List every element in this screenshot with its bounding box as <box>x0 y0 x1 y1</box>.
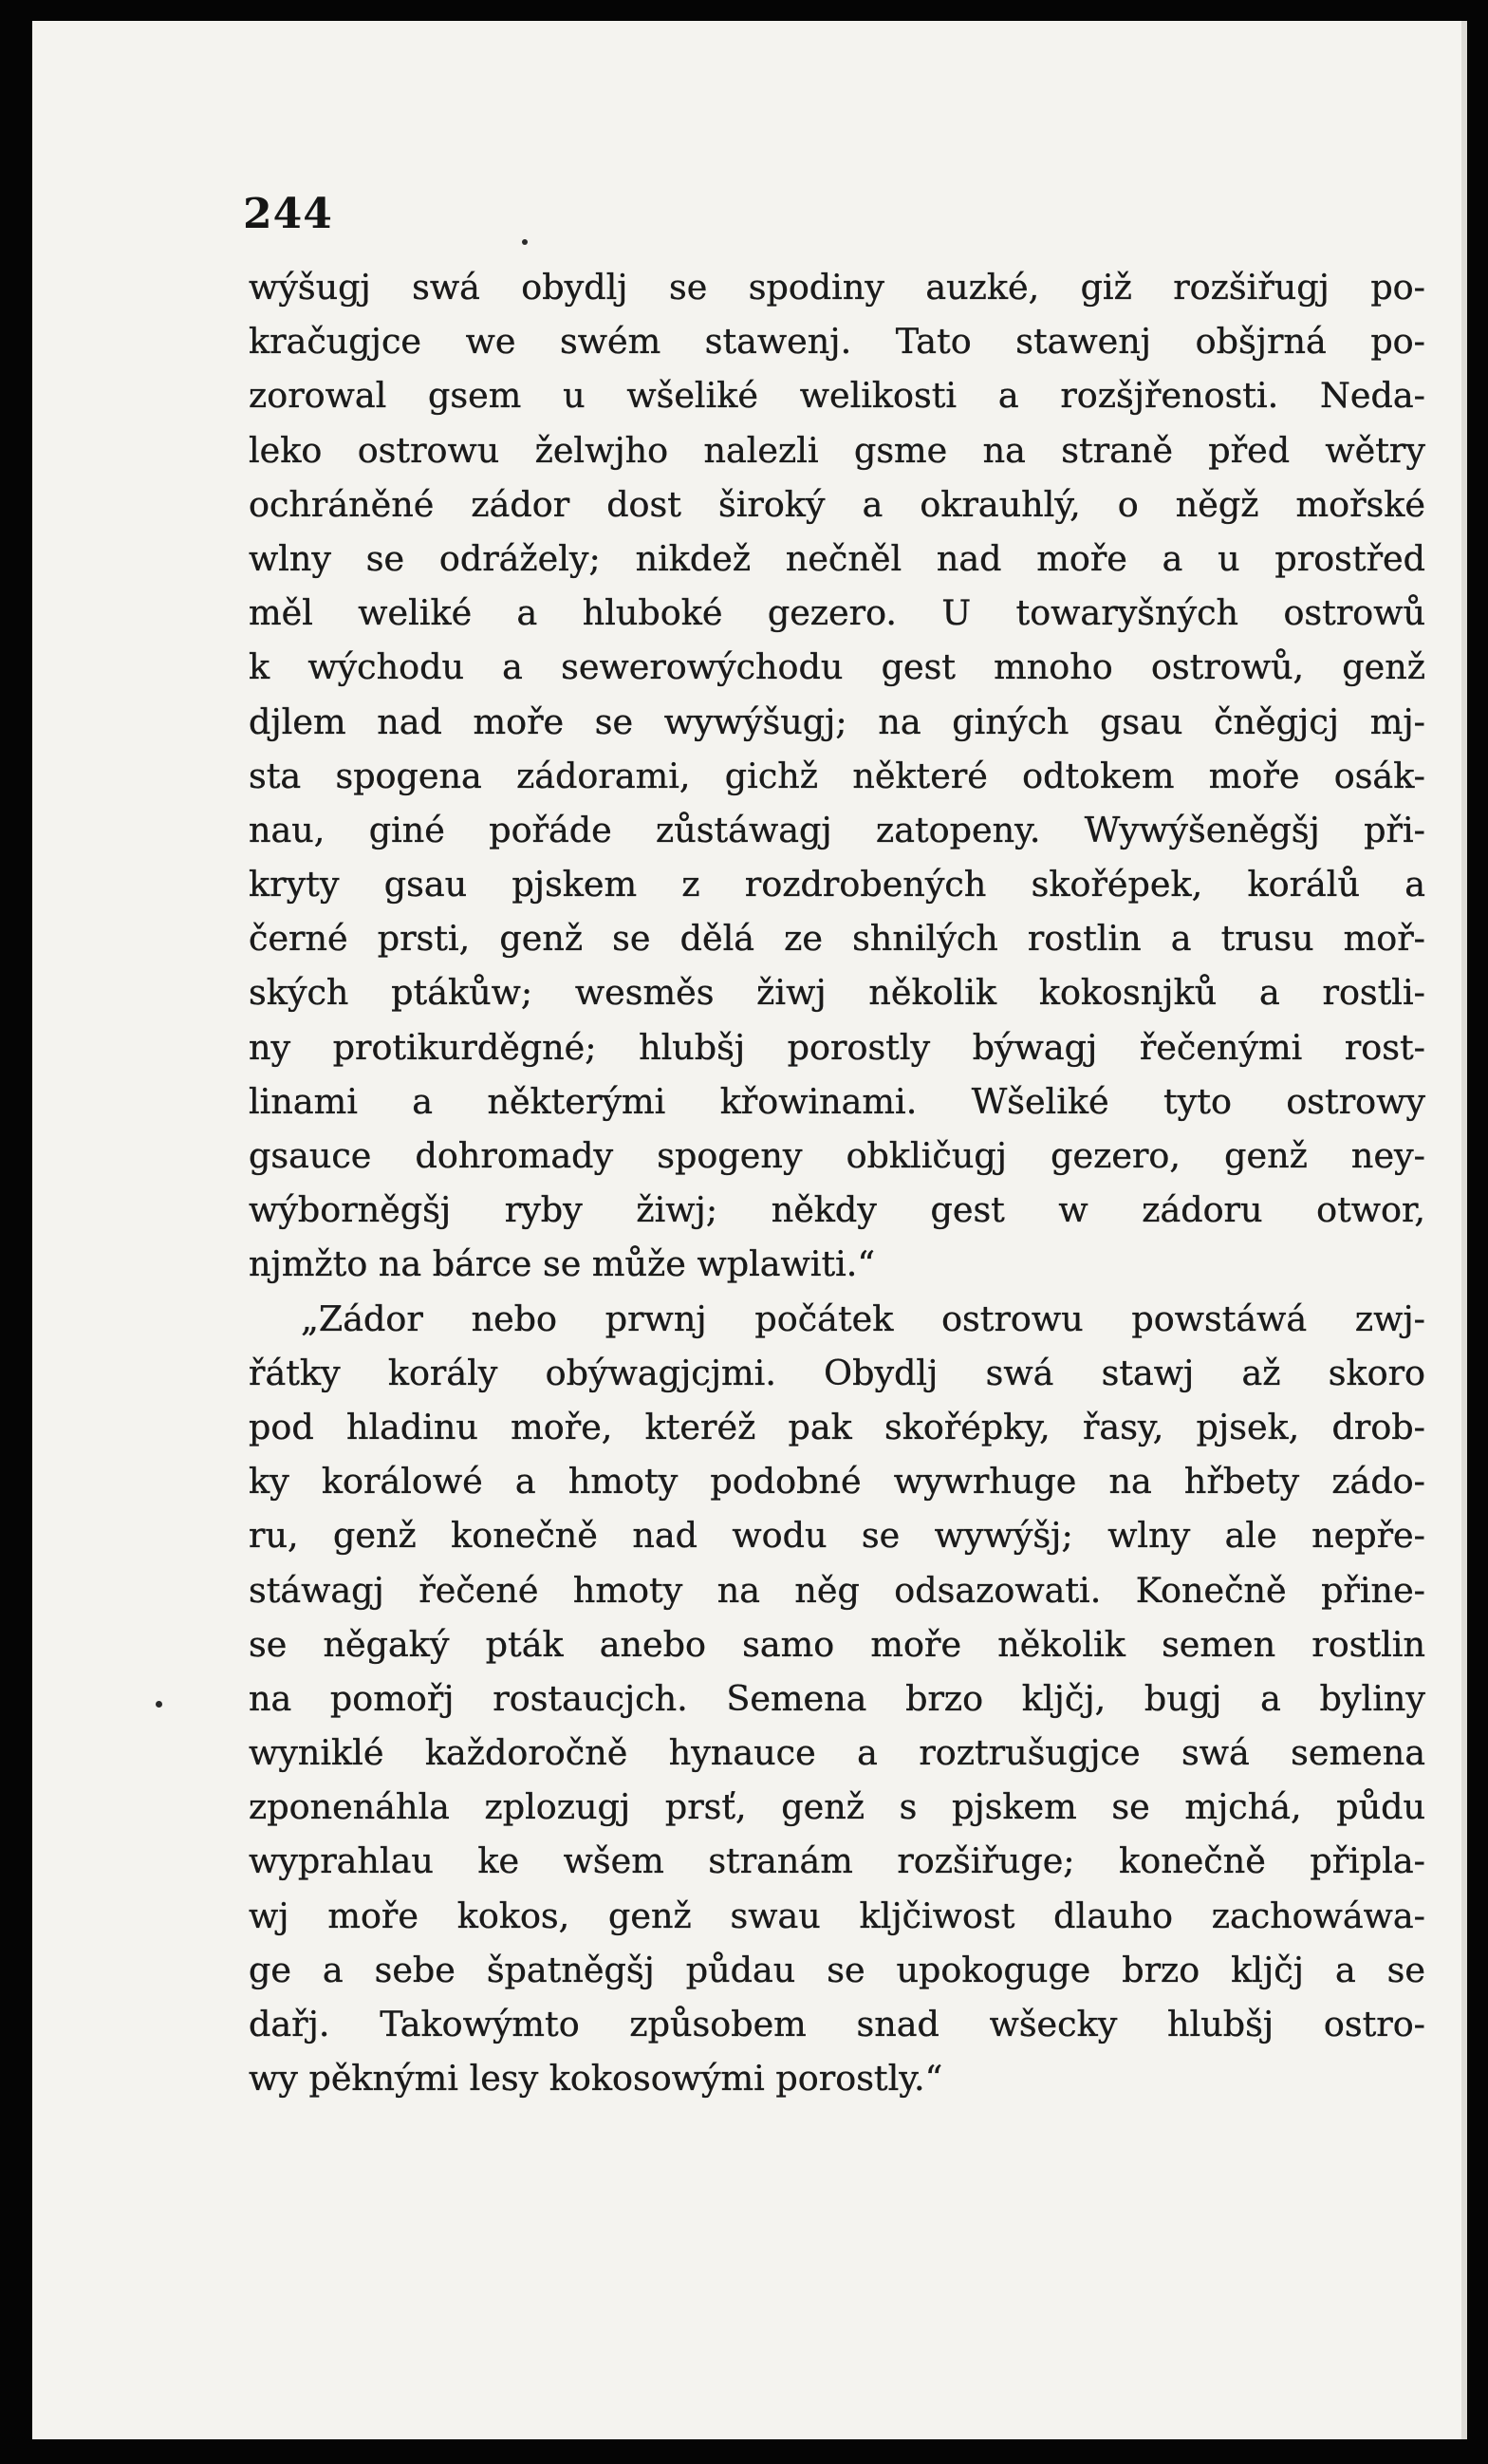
text-line: wýšugj swá obydlj se spodiny auzké, giž rozšiřugj po- <box>249 267 1425 308</box>
text-line: kračugjce we swém stawenj. Tato stawenj obšjrná po- <box>249 321 1425 363</box>
text-line: njmžto na bárce se může wplawiti.“ <box>249 1243 876 1285</box>
text-line: sta spogena zádorami, gichž některé odtokem moře osák- <box>249 755 1425 796</box>
body-text <box>249 260 1425 2105</box>
text-line: řátky korály obýwagjcjmi. Obydlj swá stawj až skoro <box>249 1352 1425 1393</box>
text-line: stáwagj řečené hmoty na něg odsazowati. Konečně přine- <box>249 1569 1425 1611</box>
text-line: wyniklé každoročně hynauce a roztrušugjce swá semena <box>249 1732 1425 1774</box>
text-line: linami a některými křowinami. Wšeliké tyto ostrowy <box>249 1080 1425 1122</box>
text-line: djlem nad moře se wywýšugj; na giných gsau čněgjcj mj- <box>249 700 1425 742</box>
text-line: wyprahlau ke wšem stranám rozšiřuge; konečně připla- <box>249 1840 1425 1882</box>
text-line: ochráněné zádor dost široký a okrauhlý, o něgž mořské <box>249 483 1425 525</box>
text-line: gsauce dohromady spogeny obkličugj gezero, genž ney- <box>249 1135 1425 1176</box>
text-line: se něgaký pták anebo samo moře několik semen rostlin <box>249 1623 1425 1665</box>
scan-speck <box>156 1701 162 1708</box>
text-line: dařj. Takowýmto způsobem snad wšecky hlubšj ostro- <box>249 2004 1425 2044</box>
text-line: ru, genž konečně nad wodu se wywýšj; wlny ale nepře- <box>249 1515 1425 1557</box>
text-line: pod hladinu moře, kteréž pak skořépky, řasy, pjsek, drob- <box>249 1406 1425 1447</box>
text-line: ky korálowé a hmoty podobné wywrhuge na hřbety zádo- <box>249 1461 1425 1503</box>
text-line: wýborněgšj ryby žiwj; někdy gest w zádoru otwor, <box>249 1189 1425 1231</box>
text-line: ge a sebe špatněgšj půdau se upokoguge brzo kljčj a se <box>249 1949 1425 1990</box>
text-line: na pomořj rostaucjch. Semena brzo kljčj, bugj a byliny <box>249 1677 1425 1719</box>
text-line: „Zádor nebo prwnj počátek ostrowu powstáwá zwj- <box>301 1297 1425 1339</box>
text-line: wj moře kokos, genž swau kljčiwost dlauho zachowáwa- <box>249 1895 1425 1936</box>
scan-speck <box>522 239 528 245</box>
text-line: leko ostrowu želwjho nalezli gsme na straně před wětry <box>249 429 1425 471</box>
book-page <box>32 21 1467 2439</box>
text-line: měl weliké a hluboké gezero. U towaryšných ostrowů <box>249 592 1425 634</box>
text-line: ny protikurděgné; hlubšj porostly býwagj řečenými rost- <box>249 1026 1425 1068</box>
text-line: wlny se odrážely; nikdež nečněl nad moře a u prostřed <box>249 537 1425 579</box>
text-line: ských ptákůw; wesměs žiwj několik kokosnjků a rostli- <box>249 972 1425 1014</box>
text-line: k wýchodu a sewerowýchodu gest mnoho ostrowů, genž <box>249 646 1425 688</box>
text-line: černé prsti, genž se dělá ze shnilých rostlin a trusu moř- <box>249 918 1425 960</box>
text-line: zorowal gsem u wšeliké welikosti a rozšjřenosti. Neda- <box>249 375 1425 417</box>
page-number: 244 <box>243 190 333 238</box>
text-line: nau, giné pořáde zůstáwagj zatopeny. Wywýšeněgšj při- <box>249 809 1425 850</box>
text-line: wy pěknými lesy kokosowými porostly.“ <box>249 2058 943 2100</box>
text-line: zponenáhla zplozugj prsť, genž s pjskem se mjchá, půdu <box>249 1786 1425 1828</box>
text-line: kryty gsau pjskem z rozdrobených skořépek, korálů a <box>249 864 1425 905</box>
